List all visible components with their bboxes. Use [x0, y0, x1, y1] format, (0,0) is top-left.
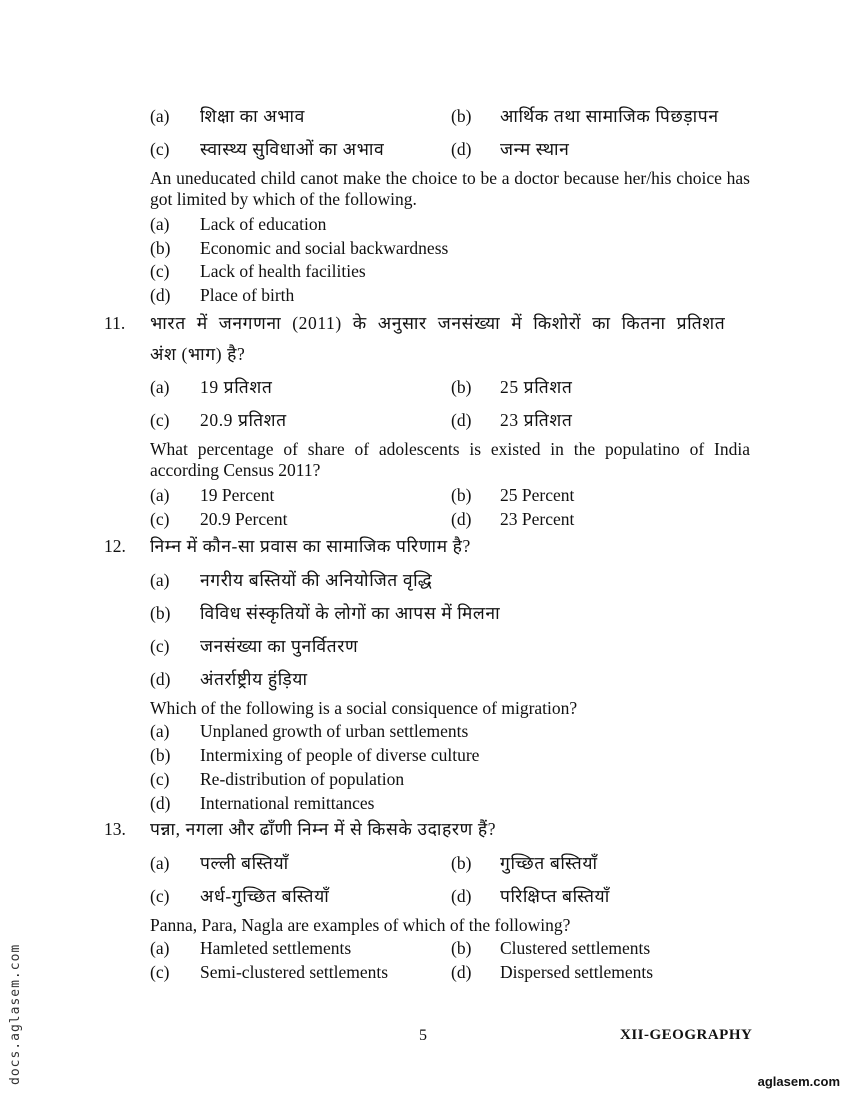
option-text: गुच्छित बस्तियाँ — [500, 853, 598, 873]
option-label: (b) — [451, 853, 472, 873]
option-label: (c) — [150, 509, 170, 529]
option-label: (d) — [150, 793, 171, 813]
option-text: 20.9 प्रतिशत — [200, 410, 287, 430]
option-label: (a) — [150, 721, 170, 741]
option-label: (d) — [451, 509, 472, 529]
option-text: 20.9 Percent — [200, 509, 288, 529]
option-label: (d) — [150, 669, 171, 689]
option-label: (b) — [150, 238, 171, 258]
side-watermark: docs.aglasem.com — [8, 943, 23, 1085]
q11-hindi-question-line2: अंश (भाग) है? — [150, 344, 246, 364]
option-text: विविध संस्कृतियों के लोगों का आपस में मिलना — [200, 603, 501, 623]
option-text: शिक्षा का अभाव — [200, 106, 305, 126]
option-text: नगरीय बस्तियों की अनियोजित वृद्धि — [200, 570, 433, 590]
question-number: 13. — [104, 819, 126, 839]
option-label: (c) — [150, 139, 170, 159]
option-text: Lack of health facilities — [200, 261, 366, 281]
option-text: जन्म स्थान — [500, 139, 570, 159]
q13-english-question: Panna, Para, Nagla are examples of which of the following? — [150, 915, 571, 935]
q13-hindi-question: पन्ना, नगला और ढाँणी निम्न में से किसके उदाहरण हैं? — [150, 819, 497, 839]
option-text: 23 Percent — [500, 509, 575, 529]
q12-english-question: Which of the following is a social consiquence of migration? — [150, 698, 578, 718]
option-label: (c) — [150, 962, 170, 982]
option-text: 19 Percent — [200, 485, 275, 505]
option-label: (b) — [451, 377, 472, 397]
subject-label: XII-GEOGRAPHY — [620, 1027, 753, 1043]
option-label: (a) — [150, 485, 170, 505]
question-number: 11. — [104, 313, 126, 333]
option-text: परिक्षिप्त बस्तियाँ — [500, 886, 610, 906]
option-label: (b) — [451, 938, 472, 958]
option-text: 25 प्रतिशत — [500, 377, 573, 397]
option-text: Lack of education — [200, 214, 327, 234]
option-label: (b) — [451, 106, 472, 126]
option-label: (d) — [451, 410, 472, 430]
option-label: (a) — [150, 377, 170, 397]
option-label: (d) — [451, 962, 472, 982]
option-text: Dispersed settlements — [500, 962, 654, 982]
option-text: 25 Percent — [500, 485, 575, 505]
option-text: 19 प्रतिशत — [200, 377, 273, 397]
option-text: Hamleted settlements — [200, 938, 352, 958]
option-label: (c) — [150, 410, 170, 430]
option-text: Economic and social backwardness — [200, 238, 449, 258]
option-text: आर्थिक तथा सामाजिक पिछड़ापन — [500, 106, 719, 126]
option-label: (a) — [150, 106, 170, 126]
option-label: (d) — [451, 139, 472, 159]
page-number: 5 — [419, 1027, 427, 1044]
q11-hindi-question-line1: भारत में जनगणना (2011) के अनुसार जनसंख्या में किशोरों का कितना प्रतिशत — [150, 313, 726, 333]
option-label: (a) — [150, 938, 170, 958]
option-label: (c) — [150, 886, 170, 906]
option-label: (d) — [150, 285, 171, 305]
option-text: जनसंख्या का पुनर्वितरण — [200, 636, 359, 656]
q11-english-question: What percentage of share of adolescents is existed in the populatino of India according Census 2011? — [150, 439, 750, 480]
option-text: Intermixing of people of diverse culture — [200, 745, 480, 765]
option-label: (c) — [150, 261, 170, 281]
option-label: (c) — [150, 636, 170, 656]
option-text: Unplaned growth of urban settlements — [200, 721, 469, 741]
option-label: (a) — [150, 214, 170, 234]
q12-hindi-question: निम्न में कौन-सा प्रवास का सामाजिक परिणाम है? — [150, 536, 471, 556]
option-label: (c) — [150, 769, 170, 789]
question-number: 12. — [104, 536, 126, 556]
option-text: पल्ली बस्तियाँ — [200, 853, 289, 873]
q10-english-question: An uneducated child canot make the choice to be a doctor because her/his choice has got limited by which of the following. — [150, 168, 750, 209]
option-text: स्वास्थ्य सुविधाओं का अभाव — [200, 139, 385, 159]
option-text: International remittances — [200, 793, 375, 813]
option-text: Re-distribution of population — [200, 769, 405, 789]
option-text: Place of birth — [200, 285, 295, 305]
option-text: 23 प्रतिशत — [500, 410, 573, 430]
option-label: (a) — [150, 570, 170, 590]
option-text: अंतर्राष्ट्रीय हुंड़िया — [200, 669, 308, 689]
option-label: (b) — [150, 745, 171, 765]
option-label: (b) — [150, 603, 171, 623]
option-text: Clustered settlements — [500, 938, 651, 958]
brand-watermark: aglasem.com — [757, 1074, 840, 1089]
option-text: Semi-clustered settlements — [200, 962, 389, 982]
option-label: (d) — [451, 886, 472, 906]
option-text: अर्ध-गुच्छित बस्तियाँ — [200, 886, 330, 906]
option-label: (b) — [451, 485, 472, 505]
option-label: (a) — [150, 853, 170, 873]
